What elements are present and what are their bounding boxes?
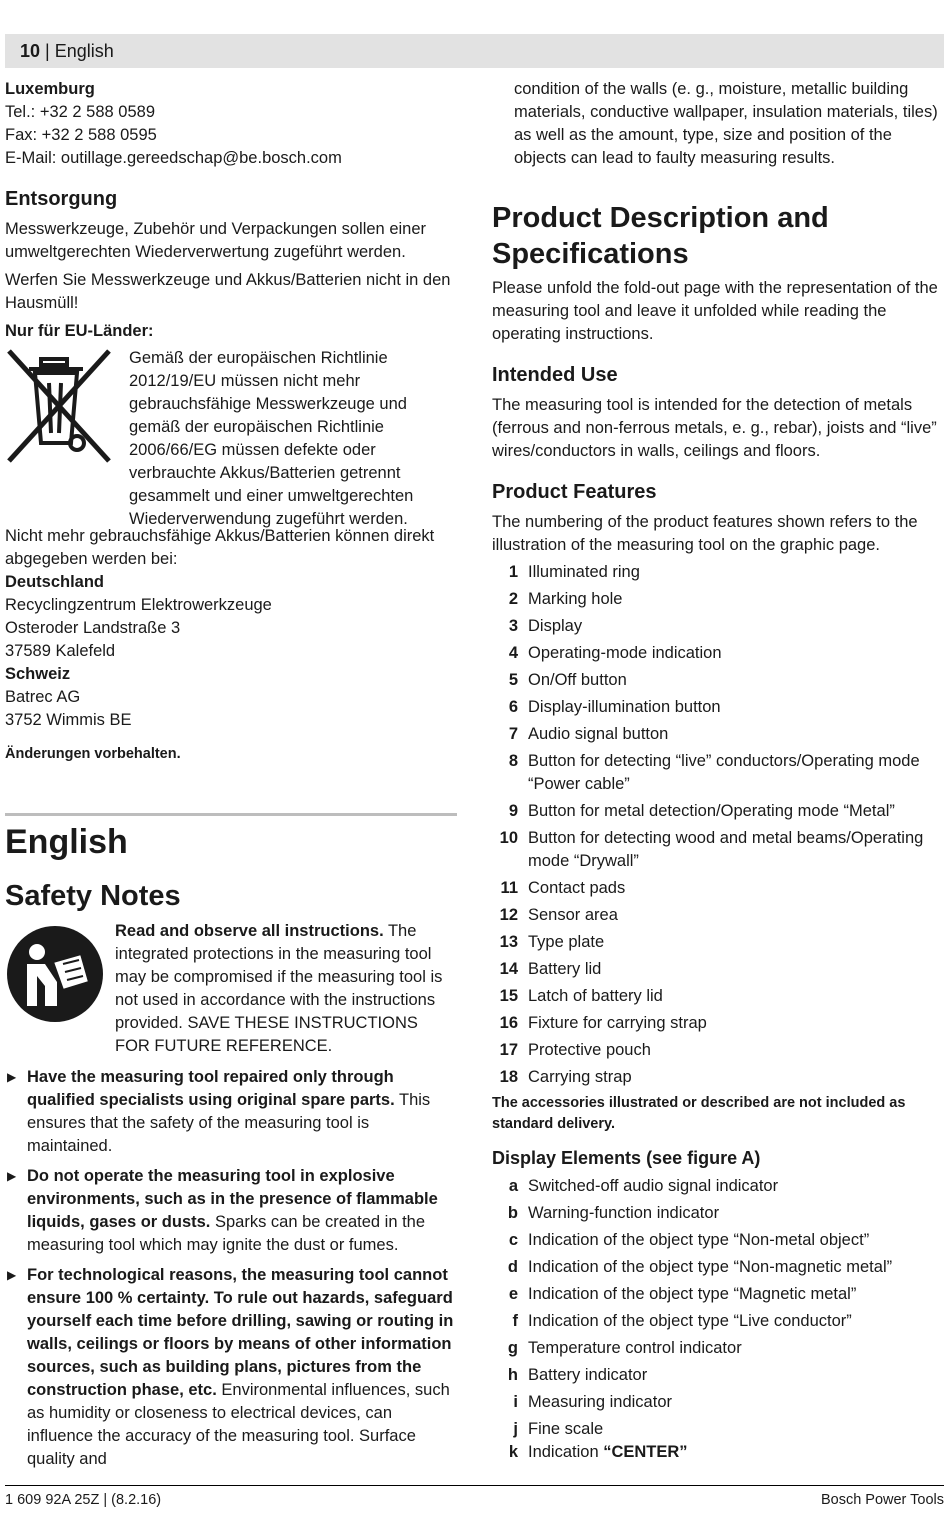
list-item [492, 588, 944, 611]
list-item-text: Battery indicator [528, 1366, 648, 1384]
entsorgung-p2: Werfen Sie Messwerkzeuge und Akkus/Batterien nicht in den Hausmüll! [5, 271, 451, 312]
page-number: 10 [20, 41, 41, 61]
intended-use-title: Intended Use [492, 364, 618, 386]
safety-bullet-1 [5, 1066, 457, 1158]
deutschland-title: Deutschland [5, 573, 105, 591]
list-item [492, 904, 944, 927]
list-item-text: Carrying strap [528, 1068, 632, 1086]
english-title: English [5, 823, 128, 861]
list-item-key: 15 [499, 987, 518, 1005]
list-item-text: Fine scale [528, 1420, 604, 1438]
list-item-text: Indication of the object type “Non-metal object” [528, 1231, 870, 1249]
header-separator: | [45, 41, 50, 61]
list-item-text: Protective pouch [528, 1041, 651, 1059]
list-item-key: 8 [508, 752, 518, 770]
display-element-k [492, 1441, 944, 1464]
left-column [5, 78, 457, 1471]
accessories-note: The accessories illustrated or described are not included as standard delivery. [492, 1095, 906, 1132]
product-features-title: Product Features [492, 481, 657, 503]
luxemburg-contact [5, 78, 457, 170]
safety-notes-title: Safety Notes [5, 880, 181, 912]
list-item-key: g [507, 1339, 518, 1357]
eu-title: Nur für EU-Länder: [5, 322, 154, 340]
list-item-text: Display [528, 617, 583, 635]
footer-brand: Bosch Power Tools [820, 1492, 944, 1508]
list-item-key: 2 [508, 590, 518, 608]
read-manual-icon [5, 924, 105, 1024]
schweiz-line1: Batrec AG [5, 688, 81, 706]
list-item-text: Indication of the object type “Non-magnetic metal” [528, 1258, 893, 1276]
list-item-text: Indication of the object type “Magnetic metal” [528, 1285, 857, 1303]
list-item-key: h [507, 1366, 518, 1384]
list-item [492, 1337, 944, 1360]
list-item-text: Latch of battery lid [528, 987, 663, 1005]
list-item [492, 642, 944, 665]
safety-bullet-2-text: Sparks can be created in the measuring tool which may ignite the dust or fumes. [27, 1213, 426, 1254]
list-item [492, 827, 944, 873]
safety-bullet-1-bold: Have the measuring tool repaired only through qualified specialists using original spare parts. [27, 1068, 395, 1109]
header-language: English [54, 41, 114, 61]
display-k-prefix: Indication [528, 1443, 604, 1461]
list-item [492, 877, 944, 900]
list-item [492, 1256, 944, 1279]
list-item-key: 13 [499, 933, 518, 951]
list-item [492, 1066, 944, 1089]
list-item-text: On/Off button [528, 671, 627, 689]
list-item [492, 1229, 944, 1252]
list-item-text: Display-illumination button [528, 698, 721, 716]
list-item-key: f [512, 1312, 518, 1330]
list-item-text: Operating-mode indication [528, 644, 722, 662]
list-item-text: Temperature control indicator [528, 1339, 742, 1357]
section-divider [5, 813, 457, 816]
list-item [492, 1202, 944, 1225]
list-item [492, 1283, 944, 1306]
list-item-key: 3 [508, 617, 518, 635]
safety-bullet-2 [5, 1165, 457, 1257]
list-item-text: Sensor area [528, 906, 618, 924]
surface-quality-continuation: condition of the walls (e. g., moisture, metallic building materials, conductive wallpaper, insulation materials, tiles) as well as the amount, type, size and position of the objects can lead to faulty measuring results. [514, 80, 938, 167]
list-item [492, 669, 944, 692]
list-item [492, 1441, 944, 1464]
list-item [492, 1039, 944, 1062]
list-item-text: Fixture for carrying strap [528, 1014, 707, 1032]
safety-bullet-3 [5, 1264, 457, 1471]
list-item-key: j [513, 1420, 518, 1438]
list-item [492, 1175, 944, 1198]
page-header-bar [5, 34, 944, 68]
list-item-key: 18 [499, 1068, 518, 1086]
safety-bullet-3-bold: For technological reasons, the measuring tool cannot ensure 100 % certainty. To rule out hazards, safeguard yourself each time before drilling, sawing or routing in walls, ceilings or floors by means of other information sources, such as building plans, pictures from the construction phase, etc. [27, 1266, 454, 1399]
luxemburg-email: E-Mail: outillage.gereedschap@be.bosch.com [5, 149, 342, 167]
luxemburg-tel: Tel.: +32 2 588 0589 [5, 103, 155, 121]
list-item-text: Marking hole [528, 590, 623, 608]
list-item-text: Warning-function indicator [528, 1204, 720, 1222]
safety-bullet-3-text: Environmental influences, such as humidity or closeness to electrical devices, can influence the accuracy of the measuring tool. Surface quality and [27, 1381, 450, 1468]
list-item [492, 750, 944, 796]
list-item-text: Audio signal button [528, 725, 669, 743]
list-item [492, 958, 944, 981]
list-item [492, 1418, 944, 1441]
list-item [492, 723, 944, 746]
list-item [492, 931, 944, 954]
list-item-text: Button for metal detection/Operating mode “Metal” [528, 802, 895, 820]
weee-section [5, 347, 457, 531]
list-item [492, 1391, 944, 1414]
list-item-key: 6 [508, 698, 518, 716]
eu-directive-text: Gemäß der europäischen Richtlinie 2012/19/EU müssen nicht mehr gebrauchsfähige Messwerkzeuge und gemäß der europäischen Richtlinie 2006/66/EG müssen defekte oder verbrauchte Akkus/Batterien getrennt gesammelt und einer umweltgerechten Wiederverwendung zugeführt werden. [129, 349, 414, 528]
list-item-key: k [508, 1443, 518, 1461]
display-elements-list [492, 1175, 944, 1441]
list-item-key: c [508, 1231, 518, 1249]
entsorgung-p3: Nicht mehr gebrauchsfähige Akkus/Batterien können direkt abgegeben werden bei: [5, 527, 435, 568]
read-instructions-block [5, 920, 457, 1058]
changes-note: Änderungen vorbehalten. [5, 746, 181, 762]
list-item [492, 1364, 944, 1387]
schweiz-title: Schweiz [5, 665, 71, 683]
list-item-key: d [507, 1258, 518, 1276]
list-item [492, 985, 944, 1008]
list-item-text: Button for detecting “live” conductors/Operating mode “Power cable” [528, 752, 920, 793]
list-item-text: Type plate [528, 933, 605, 951]
list-item-key: 12 [499, 906, 518, 924]
product-features-text: The numbering of the product features shown refers to the illustration of the measuring tool on the graphic page. [492, 513, 918, 554]
list-item-key: 1 [508, 563, 518, 581]
list-item-text: Contact pads [528, 879, 626, 897]
list-item-key: 9 [508, 802, 518, 820]
list-item [492, 1310, 944, 1333]
luxemburg-fax: Fax: +32 2 588 0595 [5, 126, 157, 144]
display-k-bold: “CENTER” [603, 1443, 688, 1461]
right-column [492, 78, 944, 1468]
read-instructions-text [115, 920, 457, 1058]
list-item-key: b [507, 1204, 518, 1222]
crossed-bin-icon [5, 347, 119, 467]
page-header [20, 40, 114, 62]
schweiz-line2: 3752 Wimmis BE [5, 711, 132, 729]
list-item [492, 615, 944, 638]
footer-doc-id: 1 609 92A 25Z | (8.2.16) [5, 1492, 162, 1508]
list-item-text: Switched-off audio signal indicator [528, 1177, 779, 1195]
list-item [492, 1012, 944, 1035]
list-item-key: 10 [499, 829, 518, 847]
read-instructions-bold: Read and observe all instructions. [115, 922, 384, 940]
entsorgung-p1: Messwerkzeuge, Zubehör und Verpackungen sollen einer umweltgerechten Wiederverwertung zugeführt werden. [5, 220, 427, 261]
list-item-key: 7 [508, 725, 518, 743]
list-item-text: Button for detecting wood and metal beams/Operating mode “Drywall” [528, 829, 924, 870]
list-item-key: 17 [499, 1041, 518, 1059]
list-item-key: 11 [500, 879, 518, 897]
list-item [492, 561, 944, 584]
read-instructions-rest: The integrated protections in the measuring tool may be compromised if the measuring tool is not used in accordance with the instructions provided. SAVE THESE INSTRUCTIONS FOR FUTURE REFERENCE. [115, 922, 443, 1055]
footer-rule [5, 1485, 944, 1486]
safety-bullet-1-text: This ensures that the safety of the measuring tool is maintained. [27, 1091, 431, 1155]
list-item-text: Battery lid [528, 960, 602, 978]
list-item [492, 696, 944, 719]
list-item-key: 14 [499, 960, 518, 978]
deutschland-line3: 37589 Kalefeld [5, 642, 116, 660]
display-elements-title: Display Elements (see figure A) [492, 1148, 761, 1168]
product-description-text: Please unfold the fold-out page with the representation of the measuring tool and leave it unfolded while reading the operating instructions. [492, 279, 938, 343]
list-item-key: 5 [508, 671, 518, 689]
luxemburg-title: Luxemburg [5, 80, 95, 98]
deutschland-line1: Recyclingzentrum Elektrowerkzeuge [5, 596, 272, 614]
list-item-key: 16 [499, 1014, 518, 1032]
safety-bullet-2-bold: Do not operate the measuring tool in explosive environments, such as in the presence of flammable liquids, gases or dusts. [27, 1167, 438, 1231]
list-item [492, 800, 944, 823]
list-item-key: e [508, 1285, 518, 1303]
list-item-key: 4 [508, 644, 518, 662]
product-description-title: Product Description and Specifications [492, 202, 829, 270]
list-item-text: Illuminated ring [528, 563, 640, 581]
entsorgung-title: Entsorgung [5, 188, 118, 210]
product-features-list [492, 561, 944, 1089]
list-item-text [528, 1441, 944, 1464]
list-item-text: Measuring indicator [528, 1393, 672, 1411]
intended-use-text: The measuring tool is intended for the detection of metals (ferrous and non-ferrous metals, e. g., rebar), joists and “live” wires/conductors in walls, ceilings and floors. [492, 396, 937, 460]
list-item-text: Indication of the object type “Live conductor” [528, 1312, 852, 1330]
list-item-key: a [508, 1177, 518, 1195]
list-item-key: i [513, 1393, 518, 1411]
deutschland-line2: Osteroder Landstraße 3 [5, 619, 181, 637]
